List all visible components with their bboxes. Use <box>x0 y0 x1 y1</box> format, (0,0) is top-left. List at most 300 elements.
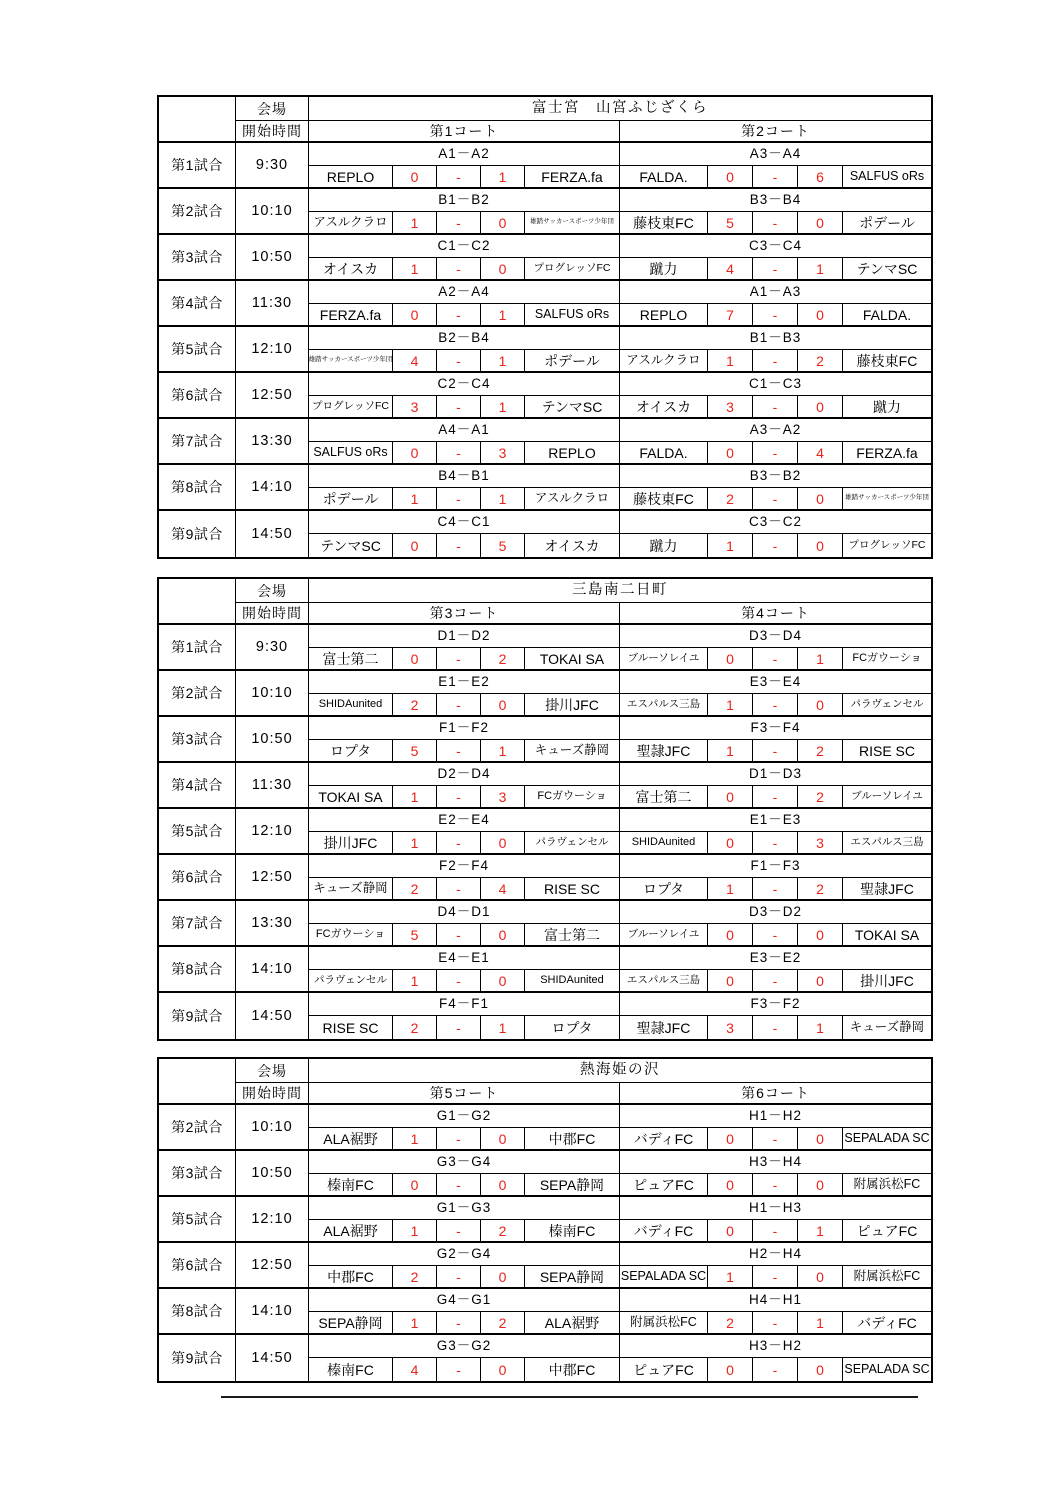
match-label: 第9試合 <box>159 1335 236 1381</box>
venue-table-2 <box>157 577 933 1041</box>
away-team: SEPALADA SC <box>843 1128 931 1151</box>
away-score: 0 <box>481 832 525 855</box>
home-team: プログレッソFC <box>309 396 393 419</box>
score-dash: - <box>753 648 798 671</box>
home-score: 5 <box>393 924 437 947</box>
away-team: TOKAI SA <box>843 924 931 947</box>
away-score: 0 <box>481 924 525 947</box>
home-team: REPLO <box>309 166 393 189</box>
score-dash: - <box>437 694 481 717</box>
away-team: RISE SC <box>843 740 931 763</box>
home-score: 0 <box>708 924 753 947</box>
home-score: 3 <box>708 1016 753 1039</box>
away-team: ALA裾野 <box>525 1312 620 1335</box>
away-team: TOKAI SA <box>525 648 620 671</box>
pairing-label: G3－G2 <box>309 1335 620 1358</box>
away-team: FERZA.fa <box>525 166 620 189</box>
court1-header: 第5コート <box>309 1083 620 1105</box>
home-score: 1 <box>393 1220 437 1243</box>
home-score: 4 <box>393 1358 437 1381</box>
away-score: 0 <box>481 1266 525 1289</box>
home-team: SALFUS oRs <box>309 442 393 465</box>
away-score: 0 <box>481 212 525 235</box>
score-dash: - <box>437 1016 481 1039</box>
court2-header: 第6コート <box>620 1083 931 1105</box>
away-score: 1 <box>481 396 525 419</box>
home-score: 0 <box>708 786 753 809</box>
away-score: 0 <box>798 304 843 327</box>
home-score: 0 <box>708 832 753 855</box>
score-dash: - <box>753 924 798 947</box>
home-team: 附属浜松FC <box>620 1312 708 1335</box>
home-team: テンマSC <box>309 534 393 557</box>
pairing-label: B1－B2 <box>309 189 620 212</box>
home-score: 1 <box>708 878 753 901</box>
away-score: 2 <box>481 1312 525 1335</box>
score-dash: - <box>753 1220 798 1243</box>
home-team: REPLO <box>620 304 708 327</box>
away-team: ポデール <box>525 350 620 373</box>
away-team: ロプタ <box>525 1016 620 1039</box>
home-score: 1 <box>393 970 437 993</box>
away-score: 1 <box>798 648 843 671</box>
home-team: TOKAI SA <box>309 786 393 809</box>
away-team: ブルーソレイユ <box>843 786 931 809</box>
match-label: 第8試合 <box>159 947 236 993</box>
score-dash: - <box>437 212 481 235</box>
away-team: テンマSC <box>843 258 931 281</box>
home-score: 5 <box>708 212 753 235</box>
away-team: SHIDAunited <box>525 970 620 993</box>
start-time: 14:10 <box>236 465 309 511</box>
away-score: 0 <box>798 1128 843 1151</box>
away-team: キューズ静岡 <box>849 1020 925 1035</box>
score-dash: - <box>753 166 798 189</box>
court1-header: 第1コート <box>309 121 620 143</box>
home-team: アスルクラロ <box>309 212 393 235</box>
away-team: プログレッソFC <box>525 258 620 281</box>
start-time: 14:50 <box>236 993 309 1039</box>
home-score: 0 <box>393 442 437 465</box>
score-dash: - <box>437 166 481 189</box>
away-score: 1 <box>481 740 525 763</box>
score-dash: - <box>753 488 798 511</box>
score-dash: - <box>437 396 481 419</box>
away-team: ピュアFC <box>843 1220 931 1243</box>
score-dash: - <box>753 258 798 281</box>
start-time: 13:30 <box>236 419 309 465</box>
start-time: 12:50 <box>236 1243 309 1289</box>
pairing-label: C1－C3 <box>620 373 931 396</box>
start-time: 10:10 <box>236 189 309 235</box>
home-score: 1 <box>708 694 753 717</box>
away-team: プログレッソFC <box>848 539 926 552</box>
home-team: ロプタ <box>309 740 393 763</box>
home-team: ALA裾野 <box>309 1220 393 1243</box>
start-time: 10:10 <box>236 1105 309 1151</box>
home-score: 2 <box>393 878 437 901</box>
home-score: 1 <box>393 786 437 809</box>
pairing-label: H1－H2 <box>620 1105 931 1128</box>
home-score: 0 <box>708 648 753 671</box>
match-label: 第4試合 <box>159 763 236 809</box>
start-time: 14:10 <box>236 947 309 993</box>
away-team: 掛川JFC <box>525 694 620 717</box>
away-score: 0 <box>798 694 843 717</box>
home-score: 0 <box>393 534 437 557</box>
start-time: 12:50 <box>236 855 309 901</box>
match-label: 第1試合 <box>159 625 236 671</box>
pairing-label: C3－C2 <box>620 511 931 534</box>
pairing-label: D1－D3 <box>620 763 931 786</box>
away-score: 0 <box>798 534 843 557</box>
away-team: 掛川JFC <box>843 970 931 993</box>
pairing-label: A4－A1 <box>309 419 620 442</box>
score-dash: - <box>437 488 481 511</box>
score-dash: - <box>437 1220 481 1243</box>
match-label: 第8試合 <box>159 465 236 511</box>
away-score: 0 <box>481 1128 525 1151</box>
away-score: 2 <box>798 878 843 901</box>
away-team: 雄踏サッカースポーツ少年団 <box>843 488 931 511</box>
home-team: パラヴェンセル <box>309 970 393 993</box>
home-team: 聖隷JFC <box>620 1016 708 1039</box>
home-score: 2 <box>393 694 437 717</box>
away-score: 0 <box>798 212 843 235</box>
away-team: 雄踏サッカースポーツ少年団 <box>525 212 620 235</box>
home-score: 0 <box>393 1174 437 1197</box>
home-score: 0 <box>708 1220 753 1243</box>
score-dash: - <box>753 1016 798 1039</box>
pairing-label: E3－E2 <box>620 947 931 970</box>
home-score: 1 <box>393 212 437 235</box>
pairing-label: D2－D4 <box>309 763 620 786</box>
score-dash: - <box>753 1128 798 1151</box>
home-score: 1 <box>393 1312 437 1335</box>
venue-name: 富士宮 山宮ふじざくら <box>309 97 931 121</box>
score-dash: - <box>437 350 481 373</box>
pairing-label: A2－A4 <box>309 281 620 304</box>
away-score: 3 <box>481 786 525 809</box>
home-team: SEPA静岡 <box>309 1312 393 1335</box>
home-team: 聖隷JFC <box>620 740 708 763</box>
pairing-label: D3－D2 <box>620 901 931 924</box>
home-team: FERZA.fa <box>309 304 393 327</box>
away-team: ポデール <box>843 212 931 235</box>
away-score: 0 <box>481 970 525 993</box>
away-score: 1 <box>481 488 525 511</box>
venue-table-1 <box>157 95 933 559</box>
score-dash: - <box>437 1128 481 1151</box>
away-team: FCガウーショ <box>843 648 931 671</box>
home-team: 榛南FC <box>309 1174 393 1197</box>
home-team: ピュアFC <box>620 1174 708 1197</box>
home-team: 藤枝東FC <box>620 488 708 511</box>
match-label: 第2試合 <box>159 671 236 717</box>
bottom-rule <box>221 1396 918 1398</box>
score-dash: - <box>753 878 798 901</box>
home-score: 1 <box>708 740 753 763</box>
pairing-label: H3－H4 <box>620 1151 931 1174</box>
score-dash: - <box>753 1174 798 1197</box>
home-score: 0 <box>708 970 753 993</box>
pairing-label: A1－A2 <box>309 143 620 166</box>
score-dash: - <box>753 1358 798 1381</box>
away-team: FCガウーショ <box>525 786 620 809</box>
start-time: 9:30 <box>236 143 309 189</box>
start-time: 9:30 <box>236 625 309 671</box>
home-score: 0 <box>708 1358 753 1381</box>
away-team: 聖隷JFC <box>843 878 931 901</box>
score-dash: - <box>437 534 481 557</box>
away-score: 6 <box>798 166 843 189</box>
away-score: 0 <box>481 694 525 717</box>
away-score: 0 <box>798 396 843 419</box>
pairing-label: F1－F3 <box>620 855 931 878</box>
home-score: 7 <box>708 304 753 327</box>
pairing-label: B3－B4 <box>620 189 931 212</box>
score-dash: - <box>753 740 798 763</box>
home-team: SEPALADA SC <box>620 1266 708 1289</box>
home-score: 1 <box>708 534 753 557</box>
score-dash: - <box>437 970 481 993</box>
home-score: 1 <box>708 350 753 373</box>
start-time: 14:10 <box>236 1289 309 1335</box>
score-dash: - <box>753 970 798 993</box>
pairing-label: D1－D2 <box>309 625 620 648</box>
home-team: ポデール <box>309 488 393 511</box>
venue-table-3 <box>157 1057 933 1383</box>
pairing-label: B1－B3 <box>620 327 931 350</box>
home-team: オイスカ <box>309 258 393 281</box>
match-label: 第3試合 <box>159 235 236 281</box>
pairing-label: C2－C4 <box>309 373 620 396</box>
home-team: RISE SC <box>309 1016 393 1039</box>
home-team: ブルーソレイユ <box>620 924 708 947</box>
start-time: 12:10 <box>236 809 309 855</box>
home-score: 1 <box>708 1266 753 1289</box>
pairing-label: B4－B1 <box>309 465 620 488</box>
match-label: 第9試合 <box>159 993 236 1039</box>
home-team: 藤枝東FC <box>620 212 708 235</box>
venue-header-label: 会場 <box>236 1059 309 1083</box>
home-team: FALDA. <box>620 166 708 189</box>
pairing-label: G3－G4 <box>309 1151 620 1174</box>
start-time: 10:10 <box>236 671 309 717</box>
start-time-label: 開始時間 <box>236 1083 309 1105</box>
pairing-label: G4－G1 <box>309 1289 620 1312</box>
home-score: 2 <box>708 488 753 511</box>
pairing-label: E1－E3 <box>620 809 931 832</box>
pairing-label: G2－G4 <box>309 1243 620 1266</box>
score-dash: - <box>437 832 481 855</box>
home-team: ALA裾野 <box>309 1128 393 1151</box>
away-team: バディFC <box>843 1312 931 1335</box>
corner-cell <box>159 97 236 143</box>
match-label: 第7試合 <box>159 419 236 465</box>
away-score: 3 <box>481 442 525 465</box>
score-dash: - <box>753 442 798 465</box>
away-score: 2 <box>481 648 525 671</box>
start-time: 12:10 <box>236 1197 309 1243</box>
home-score: 2 <box>708 1312 753 1335</box>
pairing-label: B2－B4 <box>309 327 620 350</box>
score-dash: - <box>753 534 798 557</box>
pairing-label: F1－F2 <box>309 717 620 740</box>
home-team: ロプタ <box>620 878 708 901</box>
pairing-label: E2－E4 <box>309 809 620 832</box>
score-dash: - <box>437 1266 481 1289</box>
score-dash: - <box>437 1312 481 1335</box>
home-team: オイスカ <box>620 396 708 419</box>
score-dash: - <box>753 304 798 327</box>
score-dash: - <box>753 350 798 373</box>
away-score: 1 <box>481 1016 525 1039</box>
match-label: 第6試合 <box>159 1243 236 1289</box>
pairing-label: E4－E1 <box>309 947 620 970</box>
home-score: 4 <box>393 350 437 373</box>
score-dash: - <box>437 304 481 327</box>
score-dash: - <box>753 1266 798 1289</box>
pairing-label: H3－H2 <box>620 1335 931 1358</box>
away-score: 0 <box>481 258 525 281</box>
away-team: アスルクラロ <box>525 488 620 511</box>
score-dash: - <box>753 1312 798 1335</box>
start-time: 11:30 <box>236 763 309 809</box>
home-team: エスパルス三島 <box>620 694 708 717</box>
score-dash: - <box>753 832 798 855</box>
pairing-label: A3－A2 <box>620 419 931 442</box>
away-score: 4 <box>481 878 525 901</box>
corner-cell <box>159 1059 236 1105</box>
away-score: 3 <box>798 832 843 855</box>
home-score: 1 <box>393 488 437 511</box>
home-team: FALDA. <box>620 442 708 465</box>
score-dash: - <box>437 878 481 901</box>
pairing-label: H2－H4 <box>620 1243 931 1266</box>
match-label: 第5試合 <box>159 1197 236 1243</box>
match-label: 第6試合 <box>159 855 236 901</box>
away-team: FERZA.fa <box>843 442 931 465</box>
pairing-label: C3－C4 <box>620 235 931 258</box>
pairing-label: F2－F4 <box>309 855 620 878</box>
away-score: 1 <box>798 1312 843 1335</box>
away-team: 中郡FC <box>525 1128 620 1151</box>
pairing-label: A3－A4 <box>620 143 931 166</box>
away-team: テンマSC <box>525 396 620 419</box>
home-team: 富士第二 <box>309 648 393 671</box>
score-dash: - <box>437 442 481 465</box>
venue-name: 熱海姫の沢 <box>309 1059 931 1083</box>
home-team: ピュアFC <box>620 1358 708 1381</box>
score-dash: - <box>437 1174 481 1197</box>
home-team: 掛川JFC <box>309 832 393 855</box>
home-team: FCガウーショ <box>309 924 393 947</box>
home-team: 中郡FC <box>309 1266 393 1289</box>
home-team: バディFC <box>620 1220 708 1243</box>
start-time: 10:50 <box>236 717 309 763</box>
home-team: エスパルス三島 <box>620 970 708 993</box>
start-time: 13:30 <box>236 901 309 947</box>
away-score: 0 <box>481 1174 525 1197</box>
pairing-label: H4－H1 <box>620 1289 931 1312</box>
score-dash: - <box>437 1358 481 1381</box>
home-team: アスルクラロ <box>620 350 708 373</box>
match-label: 第6試合 <box>159 373 236 419</box>
away-score: 1 <box>798 258 843 281</box>
away-team: FALDA. <box>843 304 931 327</box>
score-dash: - <box>437 648 481 671</box>
home-score: 1 <box>393 832 437 855</box>
pairing-label: H1－H3 <box>620 1197 931 1220</box>
away-team: キューズ静岡 <box>525 740 620 763</box>
venue-header-label: 会場 <box>236 97 309 121</box>
away-team: 藤枝東FC <box>843 350 931 373</box>
away-score: 2 <box>798 740 843 763</box>
home-score: 3 <box>708 396 753 419</box>
match-label: 第2試合 <box>159 189 236 235</box>
match-label: 第3試合 <box>159 717 236 763</box>
away-score: 1 <box>481 350 525 373</box>
court2-header: 第4コート <box>620 603 931 625</box>
pairing-label: A1－A3 <box>620 281 931 304</box>
home-team: 雄踏サッカースポーツ少年団 <box>309 350 393 373</box>
home-team: 榛南FC <box>309 1358 393 1381</box>
pairing-label: D4－D1 <box>309 901 620 924</box>
away-team: SEPA静岡 <box>525 1266 620 1289</box>
home-score: 0 <box>393 304 437 327</box>
match-label: 第7試合 <box>159 901 236 947</box>
venue-header-label: 会場 <box>236 579 309 603</box>
away-score: 4 <box>798 442 843 465</box>
home-score: 0 <box>393 166 437 189</box>
start-time: 10:50 <box>236 235 309 281</box>
home-team: SHIDAunited <box>620 832 708 855</box>
match-label: 第5試合 <box>159 809 236 855</box>
away-team: SEPALADA SC <box>844 1362 930 1377</box>
match-label: 第3試合 <box>159 1151 236 1197</box>
home-team: キューズ静岡 <box>309 878 393 901</box>
away-score: 0 <box>798 1358 843 1381</box>
start-time: 10:50 <box>236 1151 309 1197</box>
away-score: 0 <box>798 1266 843 1289</box>
away-team: パラヴェンセル <box>525 832 620 855</box>
away-team: RISE SC <box>525 878 620 901</box>
score-dash: - <box>437 740 481 763</box>
away-score: 1 <box>481 166 525 189</box>
match-label: 第2試合 <box>159 1105 236 1151</box>
away-score: 2 <box>481 1220 525 1243</box>
pairing-label: F3－F4 <box>620 717 931 740</box>
score-dash: - <box>753 786 798 809</box>
home-score: 4 <box>708 258 753 281</box>
home-score: 0 <box>708 442 753 465</box>
pairing-label: B3－B2 <box>620 465 931 488</box>
away-team: パラヴェンセル <box>843 694 931 717</box>
away-score: 0 <box>481 1358 525 1381</box>
away-team: 富士第二 <box>525 924 620 947</box>
home-team: 蹴力 <box>620 258 708 281</box>
start-time: 11:30 <box>236 281 309 327</box>
home-score: 0 <box>708 166 753 189</box>
home-score: 0 <box>708 1128 753 1151</box>
home-score: 5 <box>393 740 437 763</box>
home-score: 2 <box>393 1266 437 1289</box>
match-label: 第5試合 <box>159 327 236 373</box>
away-team: 附属浜松FC <box>843 1266 931 1289</box>
home-team: ブルーソレイユ <box>620 648 708 671</box>
away-team: REPLO <box>525 442 620 465</box>
